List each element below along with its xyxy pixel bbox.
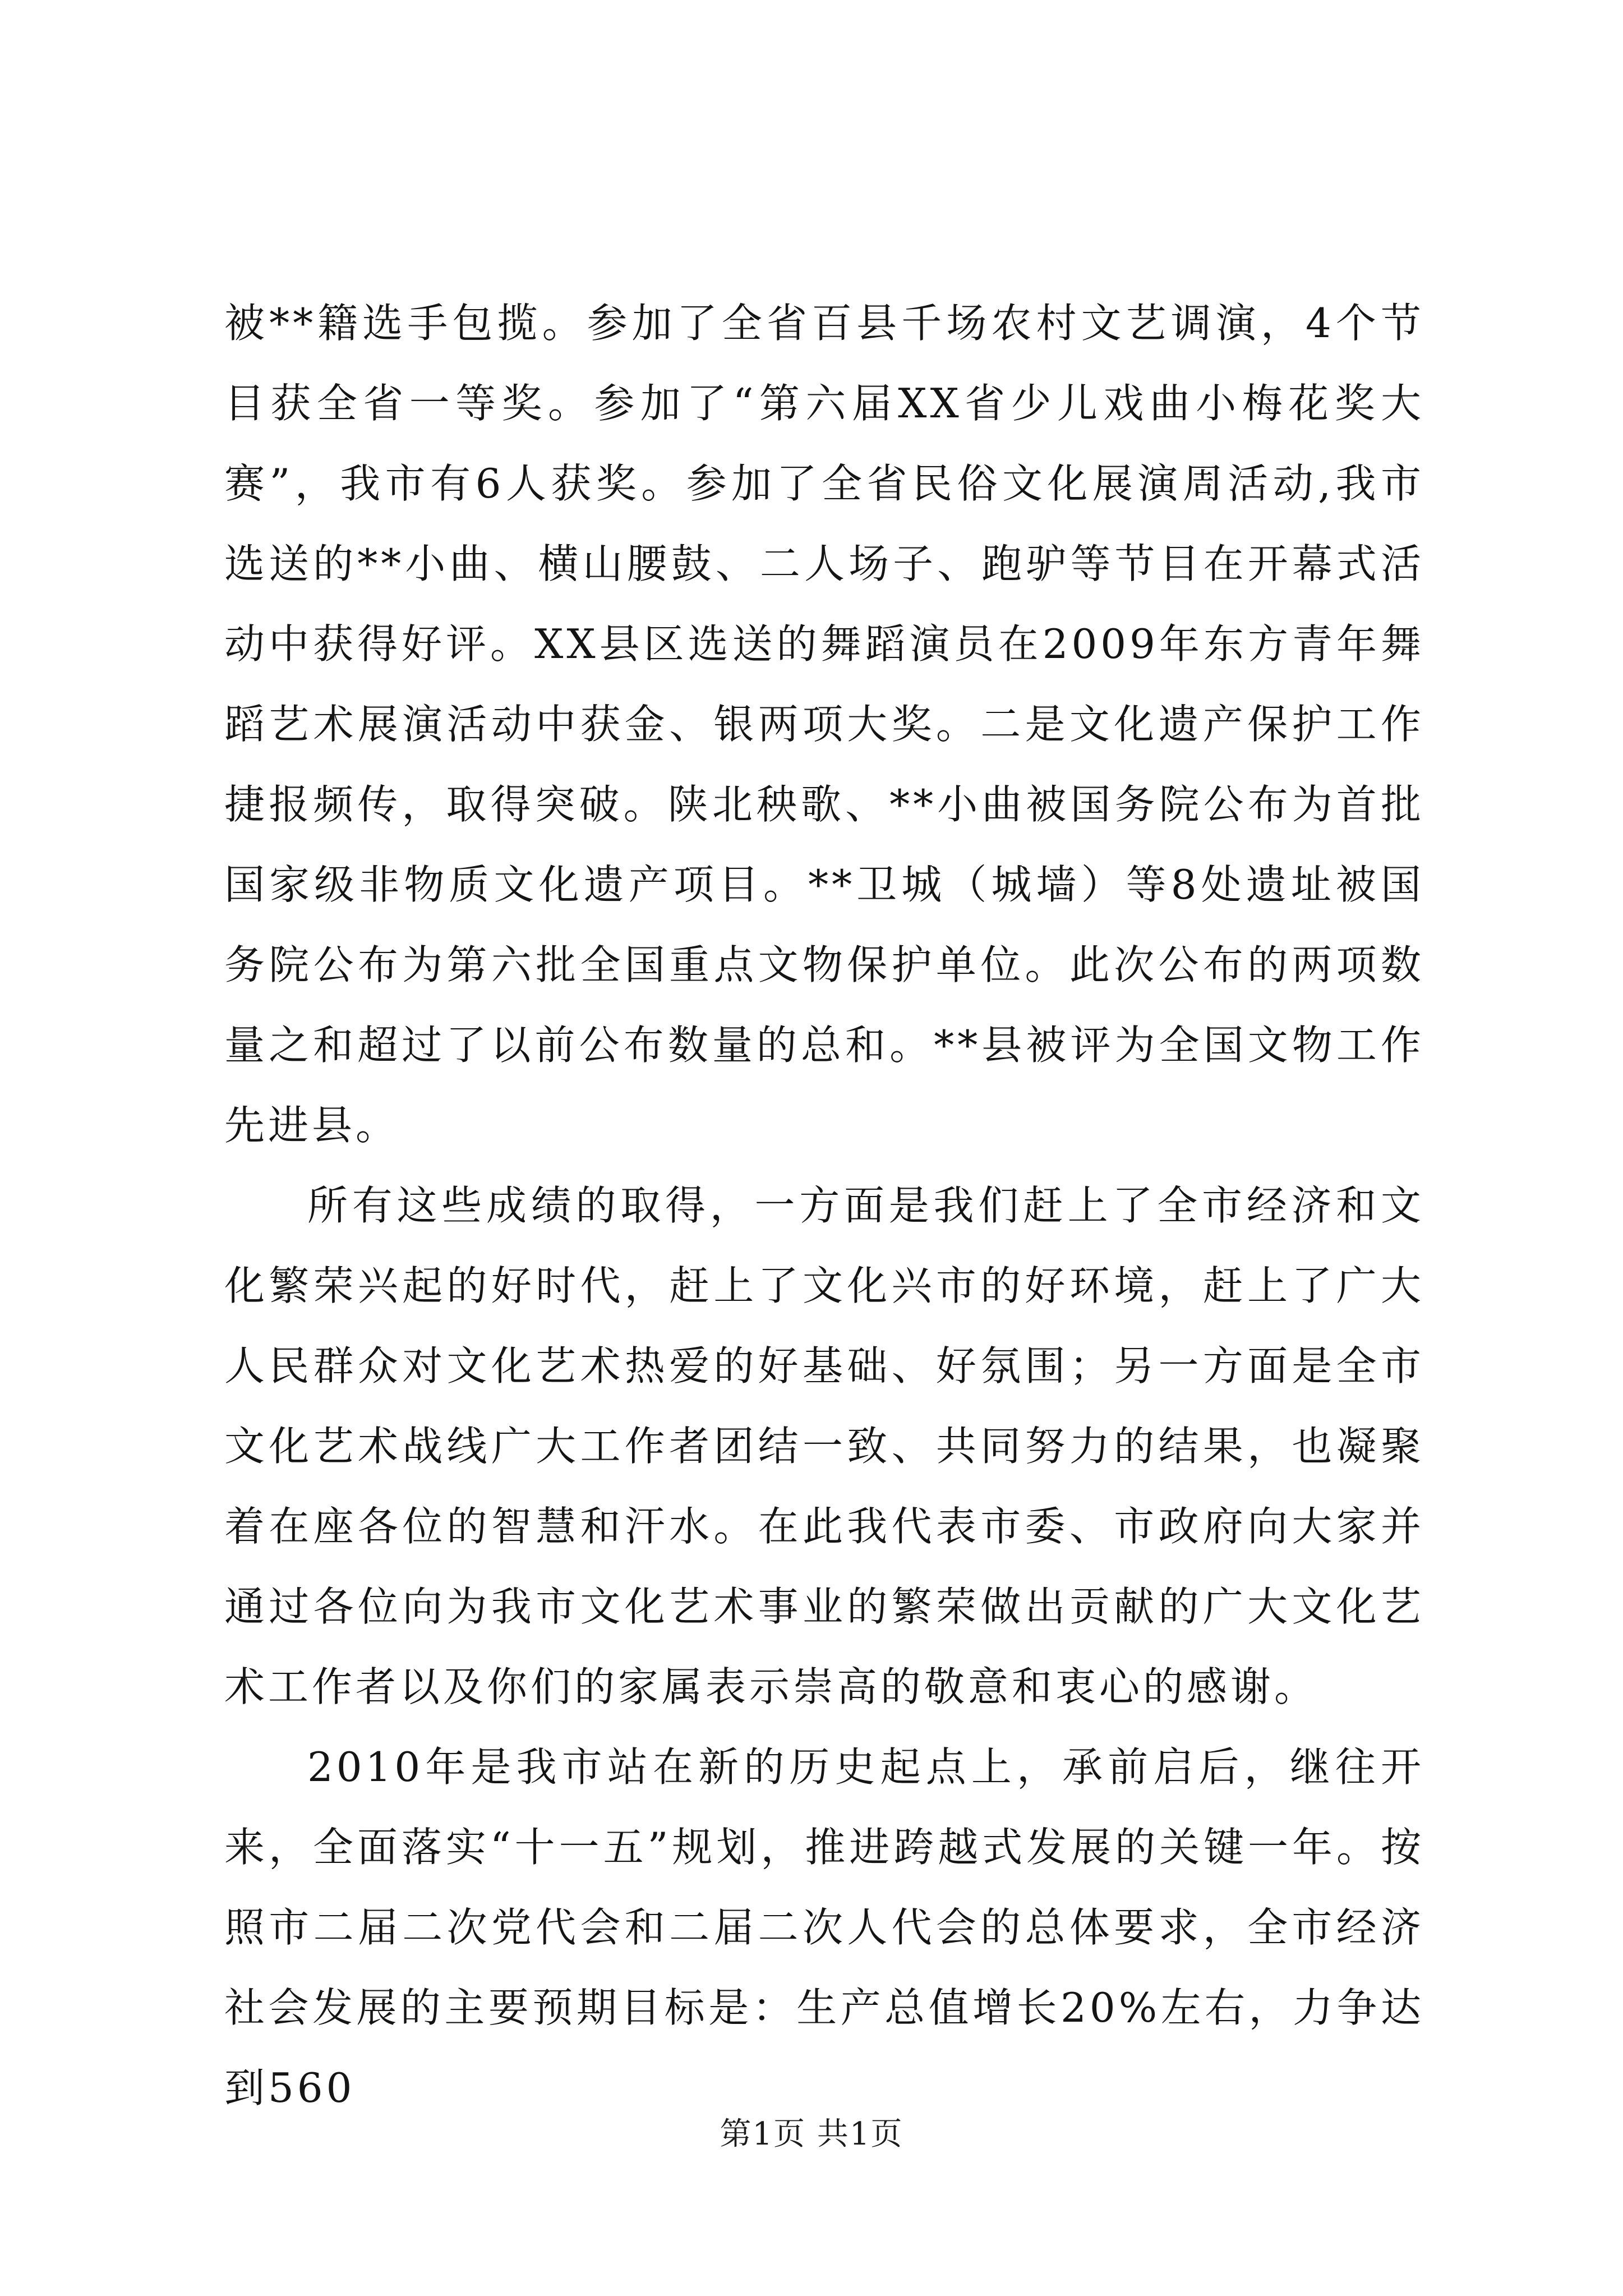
paragraph-3: 2010年是我市站在新的历史起点上，承前启后，继往开来，全面落实“十一五”规划，推进跨越式发展的关键一年。按照市二届二次党代会和二届二次人代会的总体要求，全市经济社会发展的主要预期目标是：生产总值增长20%左右，力争达到560	[224, 1743, 1424, 2111]
document-body	[224, 283, 1424, 2128]
paragraph-1: 被**籍选手包揽。参加了全省百县千场农村文艺调演，4个节目获全省一等奖。参加了“第六届XX省少儿戏曲小梅花奖大赛”，我市有6人获奖。参加了全省民俗文化展演周活动,我市选送的**小曲、横山腰鼓、二人场子、跑驴等节目在开幕式活动中获得好评。XX县区选送的舞蹈演员在2009年东方青年舞蹈艺术展演活动中获金、银两项大奖。二是文化遗产保护工作捷报频传，取得突破。陕北秧歌、**小曲被国务院公布为首批国家级非物质文化遗产项目。**卫城（城墙）等8处遗址被国务院公布为第六批全国重点文物保护单位。此次公布的两项数量之和超过了以前公布数量的总和。**县被评为全国文物工作先进县。	[224, 300, 1424, 1149]
page-footer: 第1页 共1页	[720, 2116, 903, 2152]
paragraph-2: 所有这些成绩的取得，一方面是我们赶上了全市经济和文化繁荣兴起的好时代，赶上了文化兴市的好环境，赶上了广大人民群众对文化艺术热爱的好基础、好氛围；另一方面是全市文化艺术战线广大工作者团结一致、共同努力的结果，也凝聚着在座各位的智慧和汗水。在此我代表市委、市政府向大家并通过各位向为我市文化艺术事业的繁荣做出贡献的广大文化艺术工作者以及你们的家属表示崇高的敬意和衷心的感谢。	[224, 1182, 1424, 1710]
